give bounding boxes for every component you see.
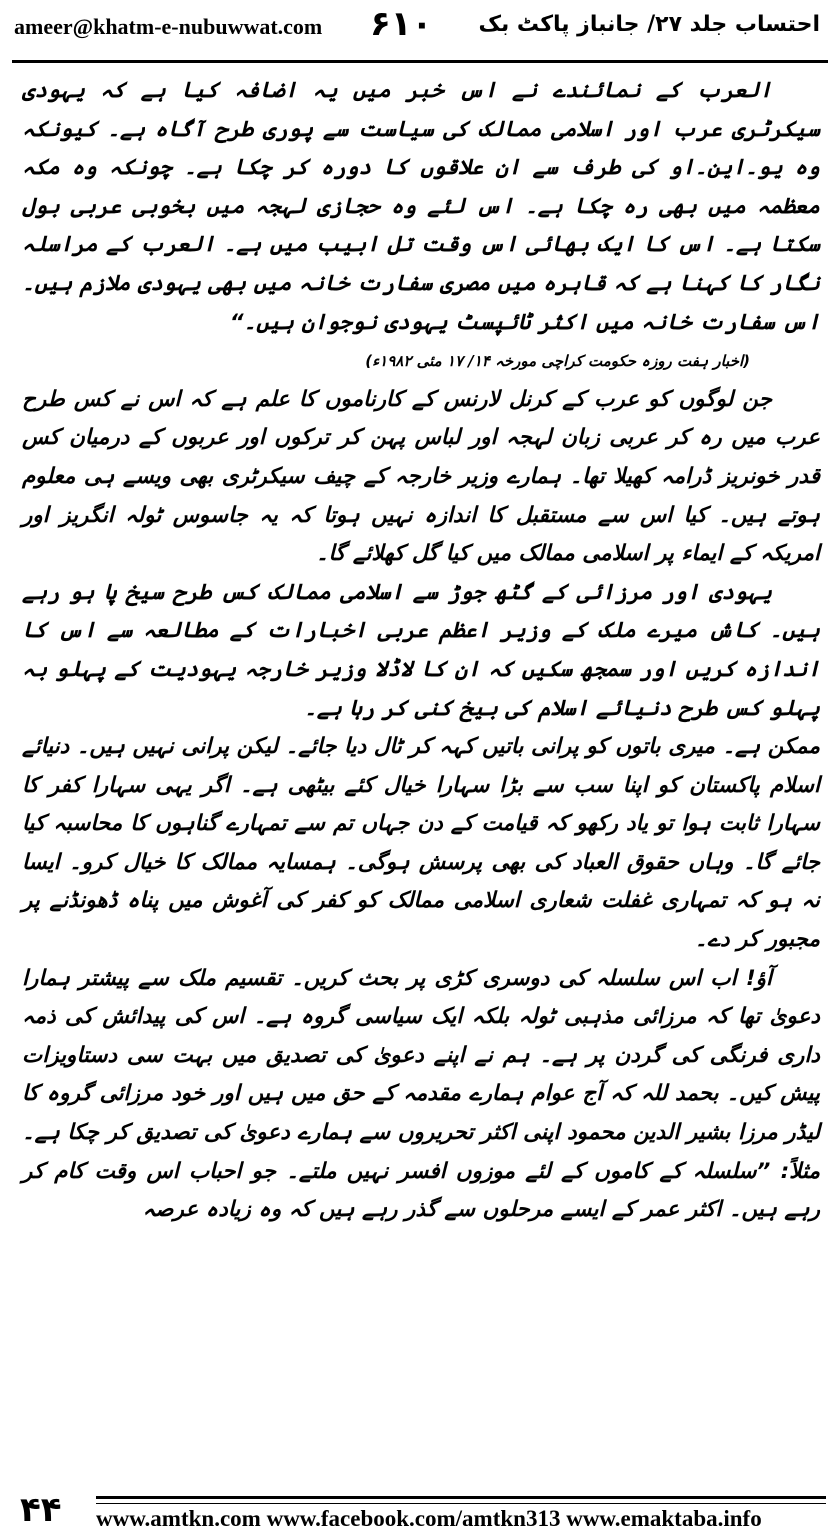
header-rule bbox=[12, 60, 828, 63]
header-email: ameer@khatm-e-nubuwwat.com bbox=[14, 14, 323, 39]
footer-links: www.amtkn.com www.facebook.com/amtkn313 www.emaktaba.info bbox=[96, 1506, 762, 1531]
footer-rule bbox=[96, 1496, 826, 1499]
paragraph-5: آؤ! اب اس سلسلہ کی دوسری کڑی پر بحث کریں۔ تقسیم ملک سے پیشتر ہمارا دعویٰ تھا کہ مرزائی مذہبی ٹولہ بلکہ ایک سیاسی گروہ ہے۔ اس کی پیدائش کی ذمہ داری فرنگی کی گردن پر ہے۔ ہم نے اپنے دعویٰ کی تصدیق میں بہت سی دستاویزات پیش کیں۔ بحمد للہ کہ آج عوام ہمارے مقدمہ کے حق میں ہیں اور خود مرزائی گروہ کا لیڈر مرزا بشیر الدین محمود اپنی اکثر تحریروں سے ہمارے دعویٰ کی تصدیق کر چکا ہے۔ مثلاً: ”سلسلہ کے کاموں کے لئے موزوں افسر نہیں ملتے۔ جو احباب اس وقت کام کر رہے ہیں۔ اکثر عمر کے ایسے مرحلوں سے گذر رہے ہیں کہ وہ زیادہ عرصہ bbox=[22, 965, 820, 1223]
paragraph-4: ممکن ہے۔ میری باتوں کو پرانی باتیں کہہ کر ٹال دیا جائے۔ لیکن پرانی نہیں ہیں۔ دنیائے اسلام پاکستان کو اپنا سب سے بڑا سہارا خیال کئے بیٹھی ہے۔ اگر یہی سہارا کفر کا سہارا ثابت ہوا تو یاد رکھو کہ قیامت کے دن جہاں تم سے تمہارے گناہوں کا محاسبہ کیا جائے گا۔ وہاں حقوق العباد کی بھی پرسش ہوگی۔ ہمسایہ ممالک کا خیال کرو۔ ایسا نہ ہو کہ تمہاری غفلت شعاری اسلامی ممالک کو کفر کی آغوش میں پناہ ڈھونڈنے پر مجبور کر دے۔ bbox=[22, 734, 820, 953]
header-page-number: ۶۱۰ bbox=[370, 4, 433, 44]
paragraph-3: یہودی اور مرزائی کے گٹھ جوڑ سے اسلامی ممالک کس طرح سیخ پا ہو رہے ہیں۔ کاش میرے ملک کے وزیر اعظم عربی اخبارات کے مطالعہ سے اس کا اندازہ کریں اور سمجھ سکیں کہ ان کا لاڈلا وزیر خارجہ یہودیت کے پہلو بہ پہلو کس طرح دنیائے اسلام کی بیخ کنی کر رہا ہے۔ bbox=[22, 579, 820, 721]
footer-page-number: ۴۴ bbox=[20, 1490, 62, 1530]
paragraph-1: العرب کے نمائندے نے اس خبر میں یہ اضافہ کیا ہے کہ یہودی سیکرٹری عرب اور اسلامی ممالک کی سیاست سے پوری طرح آگاہ ہے۔ کیونکہ وہ یو۔این۔او کی طرف سے ان علاقوں کا دورہ کر چکا ہے۔ چونکہ وہ مکہ معظمہ میں بھی رہ چکا ہے۔ اس لئے وہ حجازی لہجہ میں بخوبی عربی بول سکتا ہے۔ اس کا ایک بھائی اس وقت تل ابیب میں ہے۔ العرب کے مراسلہ نگار کا کہنا ہے کہ قاہرہ میں مصری سفارت خانہ میں بھی یہودی ملازم ہیں۔ اس سفارت خانہ میں اکثر ٹائپسٹ یہودی نوجوان ہیں۔“ bbox=[22, 78, 820, 335]
paragraph-2: جن لوگوں کو عرب کے کرنل لارنس کے کارناموں کا علم ہے کہ اس نے کس طرح عرب میں رہ کر عربی زبان لہجہ اور لباس پہن کر ترکوں اور عربوں کے درمیان کس قدر خونریز ڈرامہ کھیلا تھا۔ ہمارے وزیر خارجہ کے چیف سیکرٹری بھی ویسے ہی معلوم ہوتے ہیں۔ کیا اس سے مستقبل کا اندازہ نہیں ہوتا کہ یہ جاسوس ٹولہ انگریز اور امریکہ کے ایماء پر اسلامی ممالک میں کیا گل کھلائے گا۔ bbox=[22, 386, 820, 567]
citation: (اخبار ہفت روزہ حکومت کراچی مورخہ ۱۴/ ۱۷ مئی ۱۹۸۲ء) bbox=[365, 352, 750, 371]
page-body bbox=[22, 72, 820, 1444]
footer-rule-thin bbox=[96, 1503, 826, 1504]
header-book-title: احتساب جلد ۲۷/ جانباز پاکٹ بک bbox=[478, 12, 820, 37]
page-header bbox=[0, 0, 840, 72]
page-footer bbox=[0, 1486, 840, 1540]
